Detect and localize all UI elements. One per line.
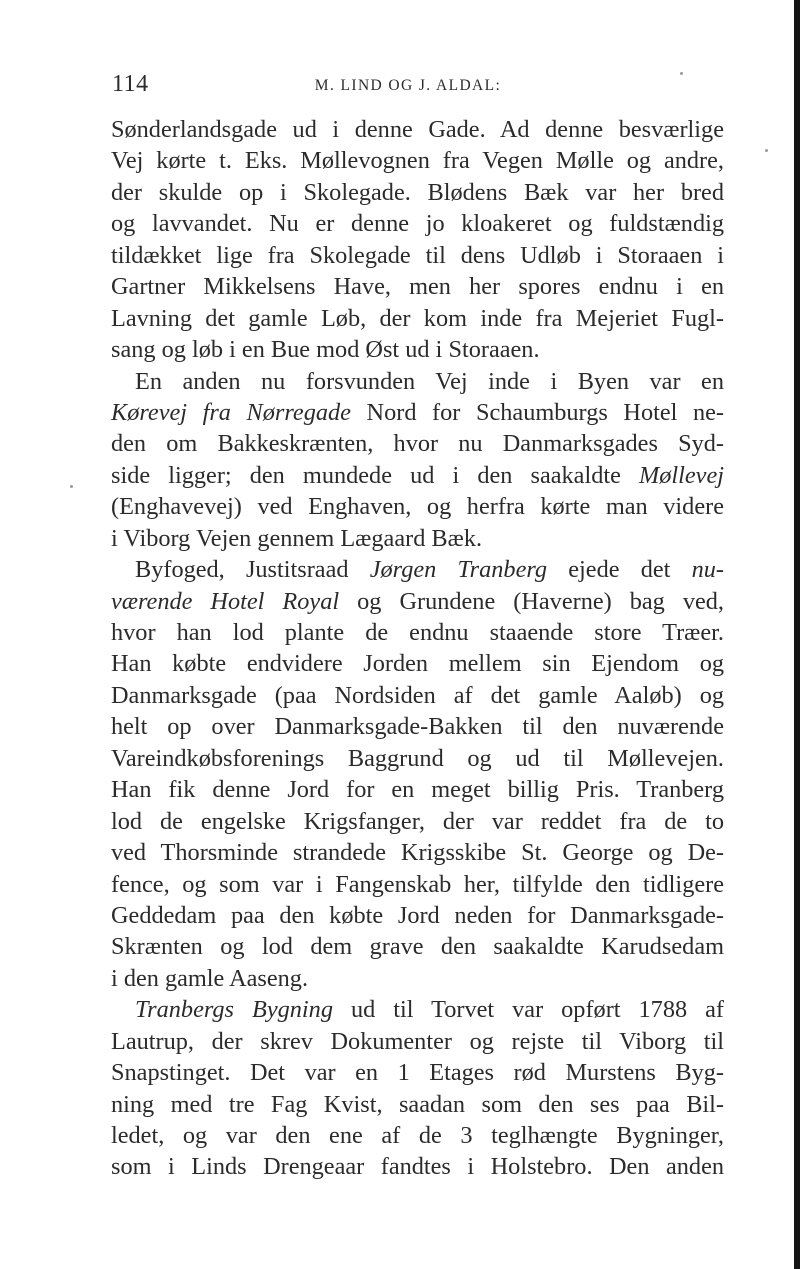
text-line: Han købte endvidere Jorden mellem sin Ejendom og [111,650,724,678]
scan-speck [765,149,768,152]
scan-edge [794,0,800,1269]
text-line: Danmarksgade (paa Nordsiden af det gamle Aaløb) og [111,681,724,709]
italic-phrase: værende Hotel Royal [111,587,340,615]
text-line: Skrænten og lod dem grave den saakaldte Karudsedam [111,933,724,961]
body-text [111,114,724,1183]
page-number: 114 [112,71,149,97]
text-line: tildækket lige fra Skolegade til dens Udløb i Storaaen i [111,241,724,269]
text-line: Han fik denne Jord for en meget billig Pris. Tranberg [111,776,724,804]
scan-speck [680,72,683,75]
text-line: i Viborg Vejen gennem Lægaard Bæk. [111,524,483,552]
text-line: værende Hotel Royal og Grundene (Haverne) bag ved, [111,587,724,615]
text-line: Geddedam paa den købte Jord neden for Danmarksgade- [111,901,724,929]
running-head: M. LIND OG J. ALDAL: [314,77,502,94]
text-line: Sønderlandsgade ud i denne Gade. Ad denne besværlige [111,116,724,143]
text-line: En anden nu forsvunden Vej inde i Byen var en [135,367,724,395]
text-line: og lavvandet. Nu er denne jo kloakeret og fuldstændig [111,210,724,238]
text-line: fence, og som var i Fangenskab her, tilfylde den tidligere [111,870,724,898]
text-line: Vareindkøbsforenings Baggrund og ud til Møllevejen. [111,744,724,772]
text-line: ledet, og var den ene af de 3 teglhængte Bygninger, [111,1122,724,1149]
text-line: (Enghavevej) ved Enghaven, og herfra kørte man videre [111,493,724,521]
text-line: ved Thorsminde strandede Krigsskibe St. George og De- [111,839,724,867]
italic-phrase: Jørgen Tranberg [369,556,548,584]
text-line: den om Bakkeskrænten, hvor nu Danmarksgades Syd- [111,430,724,458]
text-line: Snapstinget. Det var en 1 Etages rød Murstens Byg- [111,1059,724,1087]
text-line: Vej kørte t. Eks. Møllevognen fra Vegen Mølle og andre, [111,147,724,175]
italic-phrase: Tranbergs Bygning [135,996,333,1024]
scan-speck [70,485,73,488]
italic-phrase: nu- [691,556,724,584]
text-line: ning med tre Fag Kvist, saadan som den ses paa Bil- [111,1090,724,1118]
text-line: lod de engelske Krigsfanger, der var reddet fra de to [111,807,724,835]
text-line: helt op over Danmarksgade-Bakken til den nuværende [111,713,724,741]
text-line: Byfoged, Justitsraad Jørgen Tranberg ejede det nu- [135,556,724,584]
text-line: som i Linds Drengeaar fandtes i Holstebro. Den anden [111,1153,724,1181]
italic-phrase: Kørevej fra Nørregade [111,398,351,426]
text-line: side ligger; den mundede ud i den saakaldte Møllevej [111,461,724,489]
text-line: i den gamle Aaseng. [111,964,309,992]
italic-phrase: Møllevej [639,461,724,489]
text-line: Kørevej fra Nørregade Nord for Schaumburgs Hotel ne- [111,398,724,426]
text-line: Gartner Mikkelsens Have, men her spores endnu i en [111,273,724,301]
text-line: Tranbergs Bygning ud til Torvet var opført 1788 af [135,996,724,1024]
text-line: der skulde op i Skolegade. Blødens Bæk var her bred [111,178,724,206]
text-line: hvor han lod plante de endnu staaende store Træer. [111,619,724,646]
text-line: Lautrup, der skrev Dokumenter og rejste til Viborg til [111,1027,724,1055]
text-line: sang og løb i en Bue mod Øst ud i Storaaen. [111,336,540,364]
text-line: Lavning det gamle Løb, der kom inde fra Mejeriet Fugl- [111,304,724,332]
